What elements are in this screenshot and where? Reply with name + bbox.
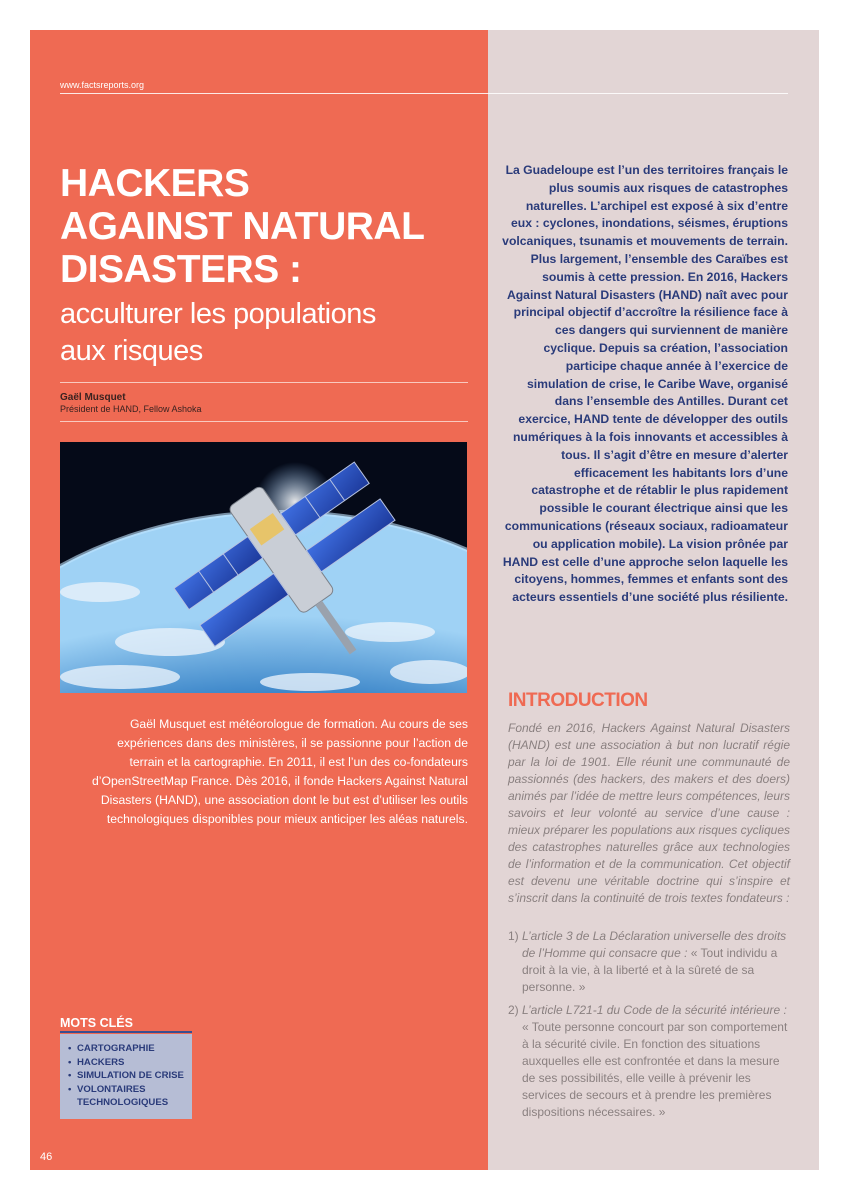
keywords-list	[60, 1034, 192, 1110]
keyword-item: • SIMULATION DE CRISE	[68, 1069, 192, 1083]
introduction-heading: INTRODUCTION	[508, 690, 648, 711]
list-item	[508, 928, 790, 996]
lead-paragraph: La Guadeloupe est l’un des territoires français le plus soumis aux risques de catastrophes naturelles. L’archipel est exposé à six d’entre eux : cyclones, inondations, séismes, éruptions volcaniques, tsunamis et mouvements de terrain. Plus largement, l’ensemble des Caraïbes est soumis à cette pression. En 2016, Hackers Against Natural Disasters (HAND) naît avec pour principal objectif d’accroître la résilience face à ces dangers qui surviennent de manière cyclique. Depuis sa création, l’association participe chaque année à l’exercice de simulation de crise, le Caribe Wave, organisé dans l’ensemble des Antilles. Durant cet exercice, HAND tente de développer des outils numériques à la fois innovants et accessibles à tous. Il s’agit d’être en mesure d’alerter efficacement les habitants lors d’une catastrophe et de rétablir le plus rapidement possible le courant électrique ainsi que les communications (réseaux sociaux, radioamateur ou application mobile). La vision prônée par HAND est celle d’une approche selon laquelle les citoyens, hommes, femmes et enfants sont des acteurs essentiels d’une société plus résiliente.	[502, 163, 788, 605]
divider	[60, 382, 468, 383]
introduction-text: Fondé en 2016, Hackers Against Natural Disasters (HAND) est une association à but non lucratif régie par la loi de 1901. Elle réunit une communauté de passionnés (des hackers, des makers et des doers) animés par l’idée de mettre leurs compétences, leurs savoirs et leur volonté au service d’une cause : mieux préparer les populations aux risques cycliques des catastrophes naturelles grâce aux technologies de l’information et de la communication. Cet objectif est devenu une véritable doctrine qui s’inspire et s’inscrit dans la continuité de trois textes fondateurs :	[508, 721, 790, 905]
article-subtitle	[60, 296, 480, 370]
list-item	[508, 1002, 790, 1121]
keywords-box	[60, 1034, 192, 1119]
list-reference: L’article 3 de La Déclaration universelle des droits de l’Homme qui consacre que :	[522, 929, 787, 960]
list-quote: « Tout individu a droit à la vie, à la liberté et à la sûreté de sa personne. »	[522, 946, 778, 994]
author-name: Gaël Musquet	[60, 392, 126, 403]
divider	[60, 421, 468, 422]
keyword-item: • CARTOGRAPHIE	[68, 1042, 192, 1056]
keyword-item: • HACKERS	[68, 1056, 192, 1070]
keyword-item: • VOLONTAIRES TECHNOLOGIQUES	[68, 1083, 192, 1110]
article-title	[60, 162, 480, 291]
satellite-illustration	[60, 442, 467, 693]
list-reference: L’article L721-1 du Code de la sécurité intérieure :	[522, 1003, 787, 1017]
list-number: 1)	[508, 929, 519, 943]
title-line-3: DISASTERS :	[60, 248, 302, 291]
list-quote: « Toute personne concourt par son comportement à la sécurité civile. En fonction des situations auxquelles elle est confrontée et dans la mesure de ses possibilités, elle veille à prévenir les services de secours et à prendre les premières dispositions nécessaires. »	[522, 1020, 788, 1119]
keywords-heading: MOTS CLÉS	[60, 1016, 133, 1030]
founding-texts-list	[508, 928, 790, 1127]
left-panel	[30, 30, 488, 1170]
title-line-1: HACKERS	[60, 162, 250, 205]
page	[30, 30, 819, 1170]
subtitle-line-1: acculturer les populations	[60, 298, 376, 330]
site-url[interactable]: www.factsreports.org	[60, 80, 145, 90]
author-role: Président de HAND, Fellow Ashoka	[60, 404, 202, 414]
title-line-2: AGAINST NATURAL	[60, 205, 425, 248]
keywords-underline	[60, 1031, 192, 1033]
subtitle-line-2: aux risques	[60, 335, 203, 367]
list-number: 2)	[508, 1003, 519, 1017]
satellite-photo	[60, 442, 467, 693]
header-rule	[60, 93, 788, 94]
page-number: 46	[40, 1151, 53, 1163]
author-bio: Gaël Musquet est météorologue de formation. Au cours de ses expériences dans des ministères, il se passionne pour l’action de terrain et la cartographie. En 2011, il est l’un des co-fondateurs d’OpenStreetMap France. Dès 2016, il fonde Hackers Against Natural Disasters (HAND), une association dont le but est d’utiliser les outils technologiques disponibles pour mieux anticiper les aléas naturels.	[92, 717, 468, 826]
